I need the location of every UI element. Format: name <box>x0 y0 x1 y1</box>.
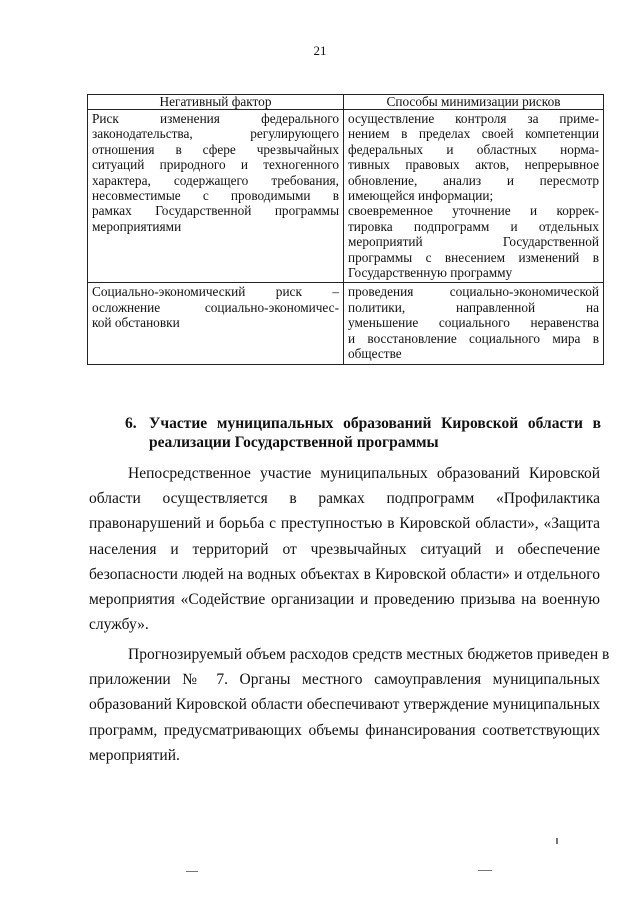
page-number: 21 <box>313 43 327 58</box>
risk-table <box>87 94 604 365</box>
cell-line: кой обстановки <box>92 315 180 331</box>
paragraph-line: службу». <box>89 616 149 634</box>
scan-artifact <box>556 838 558 844</box>
cell-line: федеральных и областных норма- <box>348 141 599 157</box>
paragraph-line: правонарушений и борьба с преступностью в Кировской области», «Защита <box>89 515 600 533</box>
cell-line: нением в пределах своей компетенции <box>348 126 599 142</box>
scan-artifact <box>478 870 492 871</box>
cell-line: политики, направленной на <box>348 299 599 315</box>
section-number: 6. <box>125 415 137 432</box>
cell-line: Социально-экономический риск – <box>92 284 339 300</box>
cell-line: обществе <box>348 346 402 362</box>
cell-line: тировка подпрограмм и отдельных <box>348 218 599 234</box>
section-title-line: реализации Государственной программы <box>149 434 439 451</box>
cell-line: обновление, анализ и пересмотр <box>348 172 599 188</box>
cell-line: мероприятий Государственной <box>348 234 599 250</box>
cell-line: осложнение социально-экономичес- <box>92 299 339 315</box>
cell-line: уменьшение социального неравенства <box>348 315 599 331</box>
paragraph-line: образований Кировской области обеспечивают утверждение муниципальных <box>89 696 600 714</box>
paragraph-line: программ, предусматривающих объемы финансирования соответствующих <box>89 721 600 739</box>
header-negative-factor: Негативный фактор <box>88 95 344 110</box>
cell-line: Риск изменения федерального <box>92 111 339 126</box>
table-row <box>88 110 604 283</box>
cell-line: осуществление контроля за приме- <box>348 111 599 126</box>
cell-line: программы с внесением изменений в <box>348 249 599 265</box>
cell-line: мероприятиями <box>92 218 182 234</box>
cell-line: Государственную программу <box>348 265 513 281</box>
factor-cell <box>88 110 344 283</box>
methods-cell <box>344 110 604 283</box>
paragraph-line: Непосредственное участие муниципальных образований Кировской <box>128 465 600 482</box>
section-heading <box>125 414 601 452</box>
cell-line: имеющейся информации; <box>348 188 494 204</box>
cell-line: законодательства, регулирующего <box>92 126 339 142</box>
paragraph-line: населения и территорий от чрезвычайных ситуаций и обеспечение <box>89 540 600 558</box>
cell-line: своевременное уточнение и коррек- <box>348 203 599 219</box>
paragraph-line: области осуществляется в рамках подпрограмм «Профилактика <box>89 490 600 508</box>
paragraph-line: Прогнозируемый объем расходов средств местных бюджетов приведен в <box>128 646 610 663</box>
paragraph-line: мероприятий. <box>89 746 180 764</box>
methods-cell <box>344 283 604 364</box>
paragraph <box>89 461 600 637</box>
scan-artifact <box>186 871 198 872</box>
cell-line: и восстановление социального мира в <box>348 330 599 346</box>
table-row <box>88 283 604 364</box>
factor-cell <box>88 283 344 364</box>
paragraph <box>89 642 610 768</box>
cell-line: проведения социально-экономической <box>348 284 599 300</box>
header-risk-minimization: Способы минимизации рисков <box>344 95 604 110</box>
cell-line: тивных правовых актов, непрерывное <box>348 157 599 173</box>
cell-line: характера, содержащего требования, <box>92 172 339 188</box>
paragraph-line: приложении № 7. Органы местного самоуправления муниципальных <box>89 671 600 689</box>
cell-line: несовместимые с проводимыми в <box>92 188 339 204</box>
section-title <box>149 414 601 452</box>
cell-line: рамках Государственной программы <box>92 203 339 219</box>
cell-line: ситуаций природного и техногенного <box>92 157 339 173</box>
paragraph-line: мероприятия «Содействие организации и проведению призыва на военную <box>89 591 600 609</box>
table-header-row <box>88 95 604 110</box>
paragraph-line: безопасности людей на водных объектах в Кировской области» и отдельного <box>89 565 600 583</box>
section-title-line: Участие муниципальных образований Кировской области в <box>149 415 601 432</box>
cell-line: отношения в сфере чрезвычайных <box>92 141 339 157</box>
